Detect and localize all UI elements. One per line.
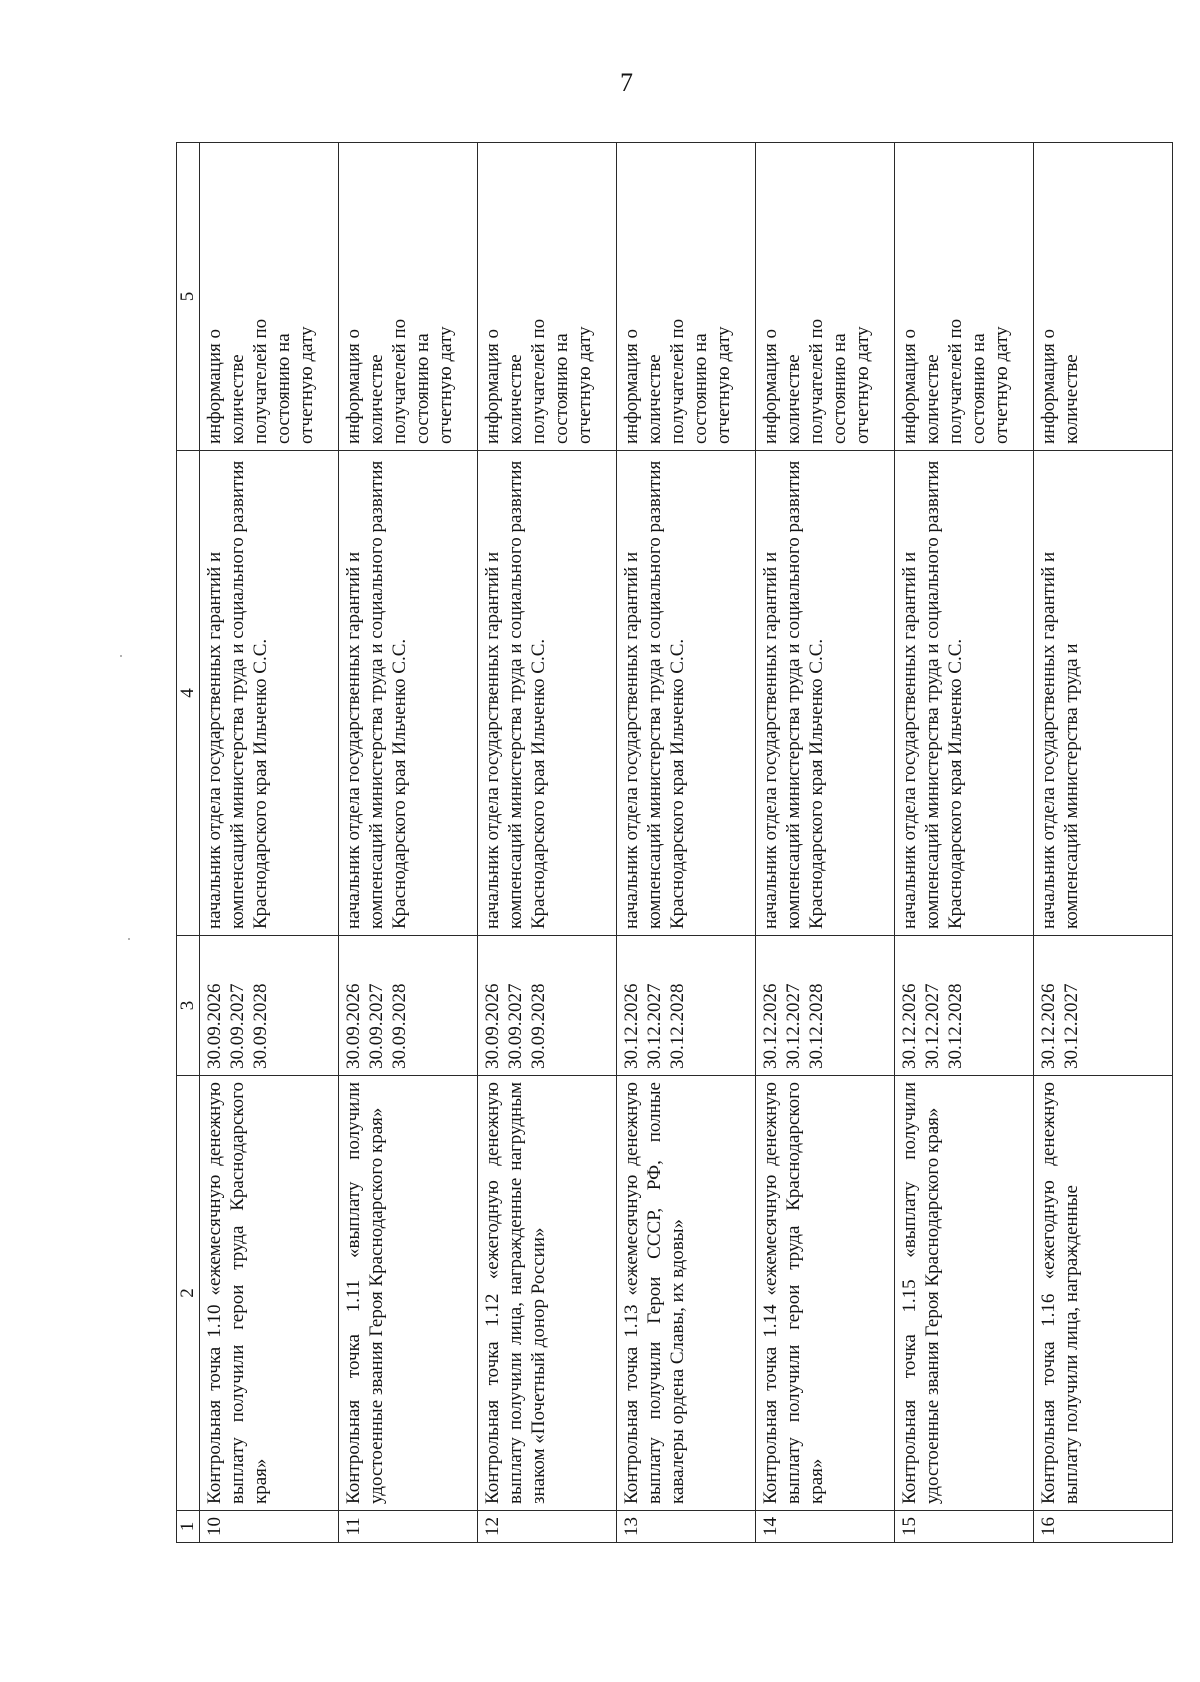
deadline-dates [617,936,756,1076]
info-line: состоянию на [412,333,433,444]
info-line: информация о [899,328,920,444]
deadline-date: 30.12.2026 [899,983,920,1069]
info-line: отчетную дату [991,326,1012,444]
info-line: состоянию на [551,333,572,444]
deadline-dates [895,936,1034,1076]
table-header-row [177,143,200,1543]
column-header: 1 [177,1511,200,1543]
deadline-date: 30.09.2027 [227,983,248,1069]
info-line: информация о [1038,328,1059,444]
deadline-date: 30.12.2026 [1038,983,1059,1069]
column-header: 4 [177,451,200,936]
deadline-date: 30.09.2026 [204,983,225,1069]
row-number: 15 [895,1511,1034,1543]
table-row [1034,143,1173,1543]
table-row [200,143,339,1543]
row-number: 13 [617,1511,756,1543]
deadline-date: 30.12.2026 [621,983,642,1069]
info-line: количестве [922,354,943,444]
deadline-date: 30.12.2027 [922,983,943,1069]
control-point-name: Контрольная точка 1.11 «выплату получили удостоенные звания Героя Краснодарского края» [339,1076,478,1511]
deadline-date: 30.12.2027 [644,983,665,1069]
deadline-date: 30.09.2026 [482,983,503,1069]
control-point-name: Контрольная точка 1.15 «выплату получили удостоенные звания Героя Краснодарского края» [895,1076,1034,1511]
deadline-dates [339,936,478,1076]
row-number: 12 [478,1511,617,1543]
info-line: количестве [505,354,526,444]
responsible-person: начальник отдела государственных гарантий и компенсаций министерства труда и социального развития Краснодарского края Ильченко С.С. [200,451,339,936]
info-line: отчетную дату [852,326,873,444]
row-number: 10 [200,1511,339,1543]
responsible-person: начальник отдела государственных гарантий и компенсаций министерства труда и социального развития Краснодарского края Ильченко С.С. [339,451,478,936]
deadline-date: 30.09.2027 [505,983,526,1069]
info-line: информация о [482,328,503,444]
info-line: отчетную дату [435,326,456,444]
deadline-date: 30.12.2027 [783,983,804,1069]
info-line: получателей по [667,318,688,444]
result-info [617,143,756,451]
deadline-date: 30.09.2028 [250,983,271,1069]
column-header: 3 [177,936,200,1076]
control-point-name: Контрольная точка 1.10 «ежемесячную денежную выплату получили герои труда Краснодарского края» [200,1076,339,1511]
table-row [895,143,1034,1543]
info-line: отчетную дату [713,326,734,444]
deadline-date: 30.09.2027 [366,983,387,1069]
table-row [756,143,895,1543]
info-line: состоянию на [273,333,294,444]
row-number: 14 [756,1511,895,1543]
result-info [478,143,617,451]
control-point-name: Контрольная точка 1.16 «ежегодную денежную выплату получили лица, награжденные [1034,1076,1173,1511]
control-point-name: Контрольная точка 1.13 «ежемесячную денежную выплату получили Герои СССР, РФ, полные кавалеры ордена Славы, их вдовы» [617,1076,756,1511]
deadline-date: 30.09.2028 [389,983,410,1069]
info-line: получателей по [250,318,271,444]
control-point-name: Контрольная точка 1.14 «ежемесячную денежную выплату получили герои труда Краснодарского края» [756,1076,895,1511]
deadline-date: 30.12.2027 [1061,983,1082,1069]
info-line: информация о [204,328,225,444]
deadline-dates [1034,936,1173,1076]
result-info [1034,143,1173,451]
responsible-person: начальник отдела государственных гарантий и компенсаций министерства труда и социального развития Краснодарского края Ильченко С.С. [617,451,756,936]
deadline-date: 30.12.2026 [760,983,781,1069]
responsible-person: начальник отдела государственных гарантий и компенсаций министерства труда и социального развития Краснодарского края Ильченко С.С. [478,451,617,936]
table-row [339,143,478,1543]
responsible-person: начальник отдела государственных гарантий и компенсаций министерства труда и [1034,451,1173,936]
info-line: количестве [366,354,387,444]
result-info [895,143,1034,451]
deadline-date: 30.12.2028 [667,983,688,1069]
column-header: 5 [177,143,200,451]
column-header: 2 [177,1076,200,1511]
info-line: количестве [783,354,804,444]
result-info [200,143,339,451]
page-number: 7 [620,68,633,97]
info-line: получателей по [806,318,827,444]
deadline-date: 30.12.2028 [806,983,827,1069]
scan-speck [128,938,130,940]
info-line: отчетную дату [296,326,317,444]
table-row [478,143,617,1543]
result-info [756,143,895,451]
responsible-person: начальник отдела государственных гарантий и компенсаций министерства труда и социального развития Краснодарского края Ильченко С.С. [895,451,1034,936]
result-info [339,143,478,451]
row-number: 16 [1034,1511,1173,1543]
deadline-dates [478,936,617,1076]
row-number: 11 [339,1511,478,1543]
control-point-name: Контрольная точка 1.12 «ежегодную денежную выплату получили лица, награжденные нагрудным знаком «Почетный донор России» [478,1076,617,1511]
info-line: количестве [227,354,248,444]
rotated-table-container [176,143,1126,1543]
table-row [617,143,756,1543]
info-line: отчетную дату [574,326,595,444]
info-line: информация о [621,328,642,444]
info-line: информация о [760,328,781,444]
info-line: состоянию на [690,333,711,444]
deadline-date: 30.09.2028 [528,983,549,1069]
info-line: количестве [644,354,665,444]
info-line: получателей по [528,318,549,444]
info-line: получателей по [389,318,410,444]
deadline-date: 30.12.2028 [945,983,966,1069]
responsible-person: начальник отдела государственных гарантий и компенсаций министерства труда и социального развития Краснодарского края Ильченко С.С. [756,451,895,936]
info-line: состоянию на [829,333,850,444]
scan-speck [120,655,122,657]
deadline-dates [756,936,895,1076]
deadline-dates [200,936,339,1076]
info-line: информация о [343,328,364,444]
control-points-table [176,142,1173,1543]
info-line: получателей по [945,318,966,444]
deadline-date: 30.09.2026 [343,983,364,1069]
info-line: состоянию на [968,333,989,444]
info-line: количестве [1061,354,1082,444]
